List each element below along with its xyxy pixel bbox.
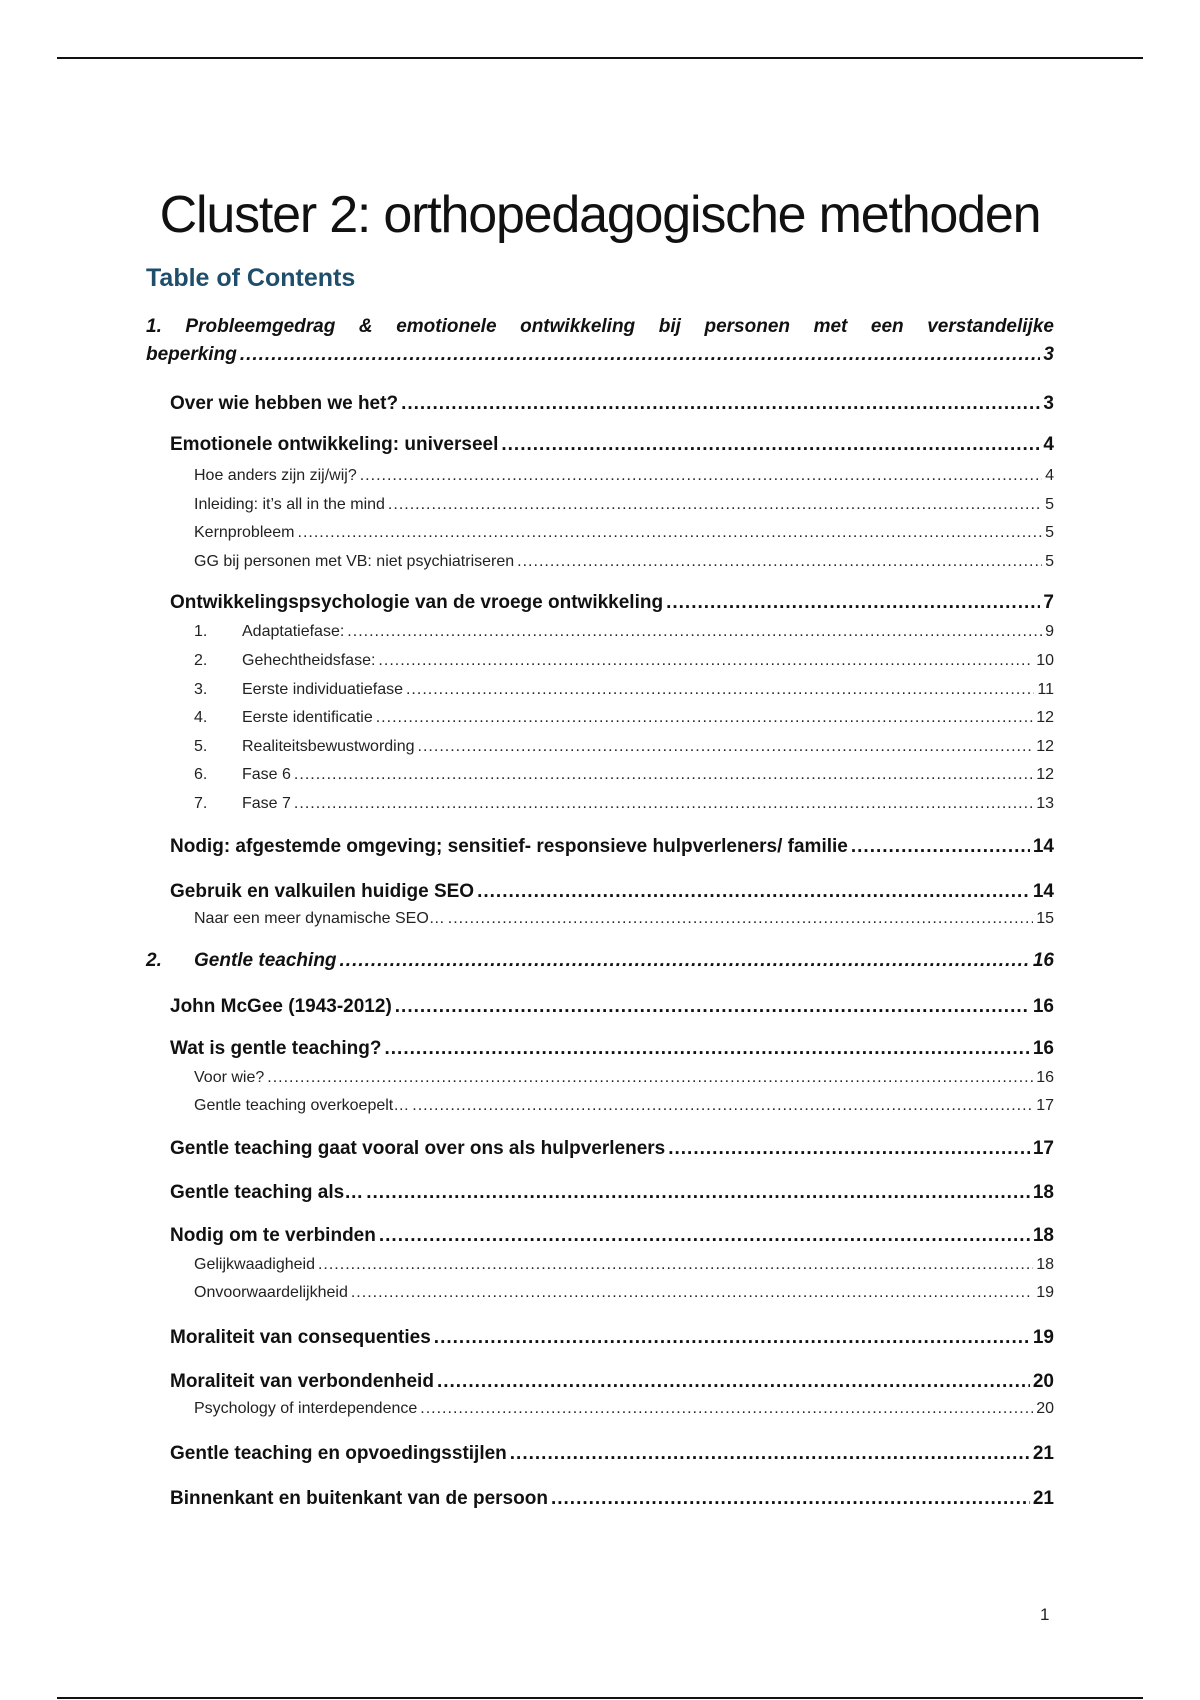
- toc-entry-label: [194, 1400, 417, 1418]
- toc-word: met: [813, 316, 848, 337]
- dot-leader: [298, 524, 1043, 542]
- toc-entry-text: Fase 7: [242, 795, 291, 812]
- toc-entry-text: Adaptatiefase:: [242, 623, 345, 640]
- toc-entry-text: Gelijkwaadigheid: [194, 1256, 315, 1273]
- toc-entry-label: [170, 996, 392, 1018]
- toc-entry[interactable]: [170, 1488, 1054, 1510]
- toc-entry[interactable]: [170, 393, 1054, 415]
- toc-entry[interactable]: [194, 709, 1054, 727]
- document-title: Cluster 2: orthopedagogische methoden: [159, 185, 1041, 244]
- toc-entry-text: Kernprobleem: [194, 524, 295, 541]
- toc-entry[interactable]: [194, 766, 1054, 784]
- toc-page-number: 4: [1045, 467, 1054, 484]
- toc-entry-label: [170, 1225, 376, 1247]
- toc-entry[interactable]: [194, 681, 1054, 699]
- toc-entry-label: [194, 524, 295, 542]
- toc-entry-label: [194, 1284, 348, 1302]
- toc-page-number: 16: [1032, 950, 1054, 971]
- toc-entry-number: 5.: [194, 738, 208, 755]
- toc-entry-text: Gentle teaching overkoepelt…: [194, 1097, 410, 1114]
- dot-leader: [347, 623, 1042, 641]
- toc-page-number: 3: [1043, 393, 1054, 414]
- dot-leader: [448, 910, 1033, 928]
- toc-entry-text: Eerste individuatiefase: [242, 681, 403, 698]
- toc-entry-text: GG bij personen met VB: niet psychiatriseren: [194, 553, 515, 570]
- toc-entry-text: Fase 6: [242, 766, 291, 783]
- dot-leader: [351, 1284, 1033, 1302]
- toc-word: verstandelijke: [927, 316, 1054, 337]
- dot-leader: [401, 393, 1040, 415]
- toc-word: &: [358, 316, 373, 337]
- dot-leader: [668, 1138, 1030, 1160]
- dot-leader: [385, 1038, 1030, 1060]
- toc-page-number: 12: [1036, 766, 1054, 783]
- toc-entry-label: beperking: [146, 344, 237, 365]
- header-rule: [57, 57, 1143, 59]
- page-number: 1: [1040, 1605, 1050, 1624]
- toc-page-number: 18: [1032, 1225, 1054, 1246]
- toc-entry-text: Emotionele ontwikkeling: universeel: [170, 434, 499, 455]
- toc-entry-label: [170, 1038, 382, 1060]
- toc-entry-label: [194, 1256, 315, 1274]
- toc-page-number: 21: [1032, 1488, 1054, 1509]
- toc-entry-label: [194, 652, 375, 670]
- toc-entry-text: Voor wie?: [194, 1069, 265, 1086]
- toc-page-number: 17: [1036, 1097, 1054, 1114]
- toc-entry-text: Gentle teaching gaat vooral over ons als hulpverleners: [170, 1138, 666, 1159]
- toc-word: ontwikkeling: [520, 316, 636, 337]
- dot-leader: [360, 467, 1042, 485]
- toc-page-number: 5: [1045, 496, 1054, 513]
- toc-page-number: 10: [1036, 652, 1054, 669]
- footer-rule: [57, 1697, 1143, 1699]
- toc-entry-label: [194, 681, 403, 699]
- toc-page-number: 20: [1032, 1371, 1054, 1392]
- dot-leader: [340, 950, 1030, 972]
- toc-entry[interactable]: [194, 652, 1054, 670]
- toc-word: Probleemgedrag: [185, 316, 336, 337]
- dot-leader: [388, 496, 1042, 514]
- toc-entry[interactable]: [194, 524, 1054, 542]
- toc-entry[interactable]: [194, 553, 1054, 571]
- toc-entry[interactable]: [170, 836, 1054, 858]
- toc-page-number: 14: [1032, 881, 1054, 902]
- toc-page-number: 14: [1032, 836, 1054, 857]
- dot-leader: [406, 681, 1034, 699]
- toc-entry-1-line1: [146, 316, 1054, 338]
- toc-entry[interactable]: [194, 738, 1054, 756]
- toc-entry-label: [194, 496, 385, 514]
- toc-entry-text: Nodig: afgestemde omgeving; sensitief- responsieve hulpverleners/ familie: [170, 836, 848, 857]
- dot-leader: [517, 553, 1042, 571]
- dot-leader: [294, 795, 1033, 813]
- toc-entry-label: [170, 1327, 431, 1349]
- toc-page-number: 18: [1032, 1182, 1054, 1203]
- dot-leader: [851, 836, 1030, 858]
- dot-leader: [420, 1400, 1033, 1418]
- toc-entry[interactable]: [170, 1327, 1054, 1349]
- toc-entry[interactable]: [194, 1400, 1054, 1418]
- toc-entry[interactable]: [170, 1443, 1054, 1465]
- toc-entry-label: [170, 836, 848, 858]
- toc-entry-text: Binnenkant en buitenkant van de persoon: [170, 1488, 548, 1509]
- toc-page-number: 13: [1036, 795, 1054, 812]
- toc-entry-text: Gentle teaching als…: [170, 1182, 364, 1203]
- toc-entry-number: 2.: [194, 652, 208, 669]
- toc-entry[interactable]: [194, 910, 1054, 928]
- dot-leader: [418, 738, 1034, 756]
- dot-leader: [294, 766, 1033, 784]
- toc-entry-text: Nodig om te verbinden: [170, 1225, 376, 1246]
- dot-leader: [379, 1225, 1030, 1247]
- toc-entry-text: Eerste identificatie: [242, 709, 373, 726]
- toc-word: bij: [658, 316, 681, 337]
- toc-page-number: 16: [1032, 1038, 1054, 1059]
- toc-entry-1-line2: [146, 344, 1054, 366]
- toc-entry-1[interactable]: [146, 316, 1054, 366]
- toc-entry[interactable]: [170, 1038, 1054, 1060]
- toc-page-number: 5: [1045, 524, 1054, 541]
- dot-leader: [267, 1069, 1033, 1087]
- toc-entry-label: [194, 1097, 409, 1115]
- toc-entry-label: [170, 1371, 434, 1393]
- toc-entry-label: [194, 766, 291, 784]
- toc-entry[interactable]: [194, 1069, 1054, 1087]
- toc-page-number: 19: [1036, 1284, 1054, 1301]
- toc-entry-text: Inleiding: it’s all in the mind: [194, 496, 385, 513]
- toc-word: emotionele: [396, 316, 497, 337]
- toc-entry-label: [194, 553, 514, 571]
- toc-entry[interactable]: [194, 467, 1054, 485]
- toc-page-number: 12: [1036, 709, 1054, 726]
- toc-page-number: 16: [1032, 996, 1054, 1017]
- toc-page-number: 19: [1032, 1327, 1054, 1348]
- toc-entry-text: Moraliteit van consequenties: [170, 1327, 431, 1348]
- toc-entry[interactable]: [170, 881, 1054, 903]
- toc-entry[interactable]: [146, 950, 1054, 972]
- toc-entry[interactable]: [194, 496, 1054, 514]
- toc-page-number: 21: [1032, 1443, 1054, 1464]
- dot-leader: [318, 1256, 1033, 1274]
- dot-leader: [378, 652, 1033, 670]
- toc-entry[interactable]: [194, 1256, 1054, 1274]
- toc-entry-label: [194, 623, 344, 641]
- toc-entry[interactable]: [194, 1284, 1054, 1302]
- toc-entry-text: Gehechtheidsfase:: [242, 652, 376, 669]
- toc-entry-text: Onvoorwaardelijkheid: [194, 1284, 348, 1301]
- toc-entry-text: Moraliteit van verbondenheid: [170, 1371, 434, 1392]
- toc-page-number: 12: [1036, 738, 1054, 755]
- toc-heading: Table of Contents: [146, 264, 356, 292]
- toc-entry-text: Psychology of interdependence: [194, 1400, 418, 1417]
- toc-entry-label: [194, 467, 357, 485]
- toc-entry[interactable]: [194, 623, 1054, 641]
- toc-entry-label: [170, 1488, 548, 1510]
- toc-page-number: 15: [1036, 910, 1054, 927]
- toc-entry-number: 4.: [194, 709, 208, 726]
- toc-entry-number: 1.: [194, 623, 208, 640]
- dot-leader: [477, 881, 1030, 903]
- toc-page-number: 18: [1036, 1256, 1054, 1273]
- dot-leader: [501, 434, 1040, 456]
- toc-entry-label: [194, 795, 291, 813]
- toc-entry-label: [170, 1443, 507, 1465]
- toc-entry-label: [170, 1182, 363, 1204]
- dot-leader: [437, 1371, 1030, 1393]
- toc-word: personen: [704, 316, 790, 337]
- toc-entry-text: Ontwikkelingspsychologie van de vroege ontwikkeling: [170, 592, 664, 613]
- toc-page-number: 20: [1036, 1400, 1054, 1417]
- toc-entry-number: 6.: [194, 766, 208, 783]
- toc-page-number: 11: [1037, 681, 1054, 698]
- dot-leader: [412, 1097, 1033, 1115]
- toc-entry[interactable]: [170, 1225, 1054, 1247]
- dot-leader: [240, 344, 1041, 366]
- toc-entry[interactable]: [170, 434, 1054, 456]
- toc-page-number: 9: [1045, 623, 1054, 640]
- toc-page-number: 5: [1045, 553, 1054, 570]
- dot-leader: [551, 1488, 1030, 1510]
- toc-entry-label: [194, 1069, 264, 1087]
- toc-entry[interactable]: [170, 592, 1054, 614]
- toc-entry-label: [170, 393, 398, 415]
- toc-entry-number: 1.: [146, 316, 162, 337]
- toc-entry[interactable]: [170, 996, 1054, 1018]
- dot-leader: [666, 592, 1040, 614]
- toc-entry-number: 3.: [194, 681, 208, 698]
- toc-entry[interactable]: [170, 1182, 1054, 1204]
- toc-entry-text: Wat is gentle teaching?: [170, 1038, 382, 1059]
- toc-entry[interactable]: [170, 1371, 1054, 1393]
- dot-leader: [434, 1327, 1030, 1349]
- toc-page-number: 3: [1043, 344, 1054, 365]
- toc-entry-label: [194, 709, 373, 727]
- toc-entry-label: [146, 950, 337, 972]
- toc-entry[interactable]: [194, 1097, 1054, 1115]
- toc-entry-text: Naar een meer dynamische SEO…: [194, 910, 445, 927]
- toc-page-number: 4: [1043, 434, 1054, 455]
- toc-entry-text: Over wie hebben we het?: [170, 393, 399, 414]
- toc-entry-text: Gentle teaching: [194, 950, 337, 971]
- dot-leader: [376, 709, 1033, 727]
- toc-entry-text: Gebruik en valkuilen huidige SEO: [170, 881, 475, 902]
- toc-entry-label: [170, 434, 498, 456]
- toc-entry-label: [194, 738, 415, 756]
- toc-entry-text: Realiteitsbewustwording: [242, 738, 415, 755]
- toc-entry-label: [194, 910, 445, 928]
- toc-page-number: 7: [1043, 592, 1054, 613]
- toc-entry[interactable]: [170, 1138, 1054, 1160]
- toc-entry-number: 2.: [146, 950, 162, 971]
- dot-leader: [395, 996, 1030, 1018]
- dot-leader: [366, 1182, 1030, 1204]
- dot-leader: [510, 1443, 1030, 1465]
- toc-word: een: [870, 316, 904, 337]
- toc-page-number: 16: [1036, 1069, 1054, 1086]
- toc-entry-label: [170, 592, 663, 614]
- toc-entry-text: Hoe anders zijn zij/wij?: [194, 467, 357, 484]
- toc-entry-text: John McGee (1943-2012): [170, 996, 392, 1017]
- toc-entry-number: 7.: [194, 795, 208, 812]
- toc-entry[interactable]: [194, 795, 1054, 813]
- toc-entry-text: Gentle teaching en opvoedingsstijlen: [170, 1443, 507, 1464]
- toc-entry-label: [170, 1138, 665, 1160]
- toc-page-number: 17: [1032, 1138, 1054, 1159]
- toc-entry-label: [170, 881, 474, 903]
